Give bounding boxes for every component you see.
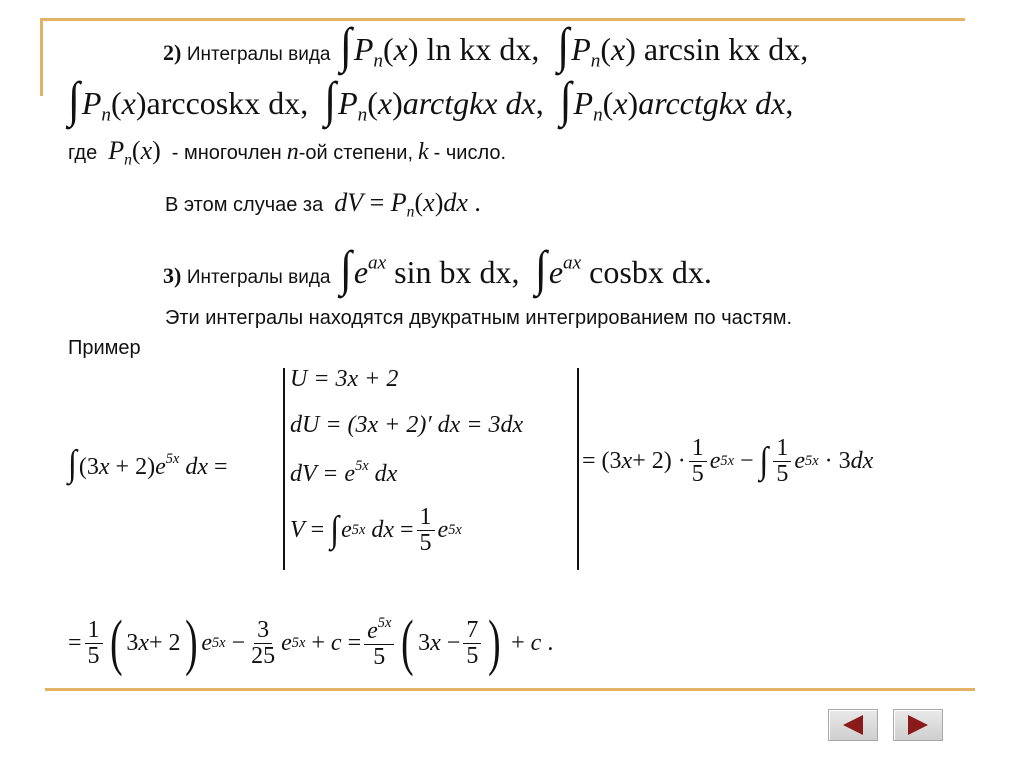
item3-label: Интегралы вида bbox=[186, 267, 331, 288]
where-post: - число. bbox=[433, 142, 507, 164]
where-mid2: -ой степени, bbox=[298, 142, 414, 164]
note-line: Эти интегралы находятся двукратным интегрированием по частям. bbox=[165, 307, 793, 329]
where-pre: где bbox=[68, 142, 98, 164]
case-text: В этом случае за bbox=[165, 194, 324, 216]
item2-line1 bbox=[163, 19, 809, 74]
item2-formula-1: $\int P_n(x)$ ln kx dx, bbox=[339, 19, 548, 74]
item2-formula-3: $\int P_n(x)arccoskx$ dx, bbox=[68, 73, 309, 128]
item2-formula-2: $\int P_n(x)$ arcsin kx dx, bbox=[557, 19, 809, 74]
example-label: Пример bbox=[68, 337, 141, 359]
accent-line-top bbox=[40, 18, 965, 21]
item3-formula-1: $\int e^{ax}$ sin bx dx, bbox=[339, 242, 520, 297]
item3-prefix: 3) bbox=[163, 263, 182, 288]
accent-line-left bbox=[40, 18, 43, 96]
next-slide-button[interactable] bbox=[893, 709, 943, 741]
item2-label: Интегралы вида bbox=[186, 44, 331, 65]
item3-line bbox=[163, 242, 712, 297]
table-row-3: dV = $e^{5x}$ dx bbox=[290, 458, 398, 487]
where-line bbox=[68, 136, 506, 169]
item3-formula-2: $\int e^{ax}$ cosbx dx. bbox=[535, 242, 712, 297]
table-bar-right bbox=[577, 368, 579, 570]
prev-slide-button[interactable] bbox=[828, 709, 878, 741]
final-result: = $\frac{1}{5}$ ( 3 x + 2 ) e 5x − $\frac{3}{25}$ e 5x + c = $\frac{e^{5x}}{5}$ ( 3 x − $\frac{7}{5}$ ) + c . bbox=[68, 608, 554, 677]
table-bar-left bbox=[283, 368, 285, 570]
table-row-1: U = 3x + 2 bbox=[290, 366, 399, 392]
table-row-2: dU = (3x + 2)′ dx = 3dx bbox=[290, 412, 524, 438]
case-formula: dV = $P_n(x)dx$ . bbox=[334, 188, 481, 221]
where-n: n bbox=[286, 139, 299, 165]
where-mid: - многочлен bbox=[171, 142, 282, 164]
right-arrow-icon bbox=[908, 715, 928, 735]
example-result: = (3 x + 2) · $\frac{1}{5}$ e 5x − ∫ $\frac{1}{5}$ e 5x · 3 dx bbox=[582, 435, 874, 488]
accent-line-bottom bbox=[45, 688, 975, 691]
example-integral: $\int(3x + 2)e^{5x}$ dx = bbox=[68, 443, 228, 485]
left-arrow-icon bbox=[843, 715, 863, 735]
item2-formula-4: $\int P_n(x)arctgkx$ dx, bbox=[324, 73, 544, 128]
case-line bbox=[165, 188, 481, 221]
item2-prefix: 2) bbox=[163, 40, 182, 65]
where-pn: $P_n(x)$ bbox=[108, 136, 161, 169]
where-k: k bbox=[418, 139, 429, 165]
item2-formula-5: $\int P_n(x)arcctgkx$ dx, bbox=[559, 73, 794, 128]
item2-line2 bbox=[68, 73, 794, 128]
table-row-4: V = ∫ e 5x dx = $\frac{1}{5}$ e 5x bbox=[290, 504, 462, 557]
